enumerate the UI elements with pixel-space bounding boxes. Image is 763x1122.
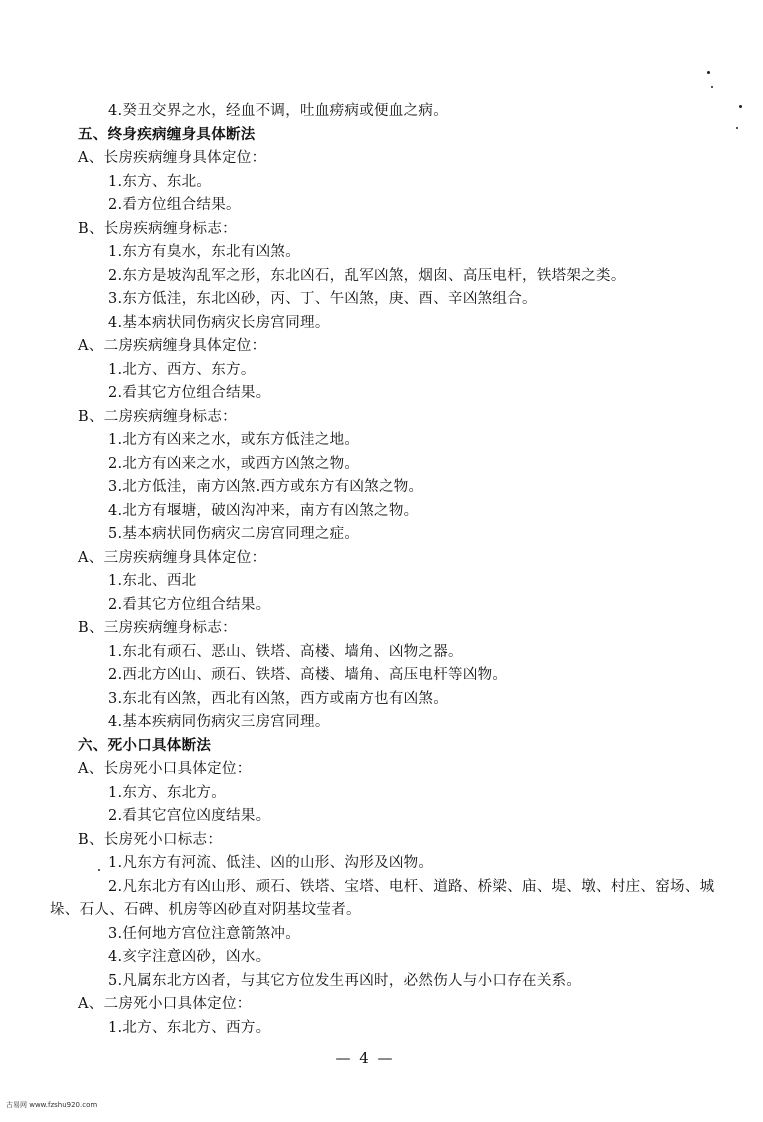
text-line: 2.凡东北方有凶山形、顽石、铁塔、宝塔、电杆、道路、桥梁、庙、堤、墩、村庄、窑场、城 [108, 879, 715, 895]
text-line: 3.东北有凶煞，西北有凶煞，西方或南方也有凶煞。 [108, 691, 449, 707]
subsection-label: A、二房死小口具体定位： [78, 996, 252, 1012]
text-line: 1.东方有臭水，东北有凶煞。 [108, 244, 301, 260]
text-line: 2.东方是坡沟乱军之形，东北凶石，乱军凶煞，烟囱、高压电杆，铁塔架之类。 [108, 268, 626, 284]
section-heading: 六、死小口具体断法 [78, 737, 212, 754]
text-line: 垛、石人、石碑、机房等凶砂直对阴基坟莹者。 [50, 902, 361, 918]
text-line: 5.基本病状同伤病灾二房宫同理之症。 [108, 526, 360, 542]
scan-speck [739, 105, 742, 108]
text-line: 1.北方、西方、东方。 [108, 362, 256, 378]
text-line: 1.东北、西北 [108, 573, 197, 589]
text-line: 1.东方、东北方。 [108, 785, 227, 801]
scan-speck [707, 71, 710, 74]
scan-speck [98, 869, 100, 871]
text-line: 1.东方、东北。 [108, 174, 212, 190]
section-heading: 五、终身疾病缠身具体断法 [78, 126, 256, 143]
text-line: 3.任何地方宫位注意箭煞冲。 [108, 926, 301, 942]
scan-speck [711, 86, 713, 88]
text-line: 2.看其它宫位凶度结果。 [108, 808, 271, 824]
subsection-label: A、长房死小口具体定位： [78, 761, 252, 777]
text-line: 5.凡属东北方凶者，与其它方位发生再凶时，必然伤人与小口存在关系。 [108, 973, 582, 989]
subsection-label: B、二房疾病缠身标志： [78, 409, 237, 425]
text-line: 1.北方、东北方、西方。 [108, 1020, 271, 1036]
text-line: 3.北方低洼，南方凶煞.西方或东方有凶煞之物。 [108, 479, 424, 495]
text-line: 2.看方位组合结果。 [108, 197, 241, 213]
text-line: 1.东北有顽石、恶山、铁塔、高楼、墙角、凶物之器。 [108, 644, 463, 660]
page-number: — 4 — [335, 1049, 395, 1067]
text-line: 2.西北方凶山、顽石、铁塔、高楼、墙角、高压电杆等凶物。 [108, 667, 508, 683]
text-line: 4.北方有堰塘，破凶沟冲来，南方有凶煞之物。 [108, 503, 419, 519]
text-line: 2.看其它方位组合结果。 [108, 385, 271, 401]
subsection-label: B、长房疾病缠身标志： [78, 221, 237, 237]
subsection-label: A、三房疾病缠身具体定位： [78, 550, 267, 566]
subsection-label: A、二房疾病缠身具体定位： [78, 338, 267, 354]
text-line: 3.东方低洼，东北凶砂，丙、丁、午凶煞，庚、酉、辛凶煞组合。 [108, 291, 537, 307]
text-line: 1.北方有凶来之水，或东方低洼之地。 [108, 432, 360, 448]
text-line: 2.看其它方位组合结果。 [108, 597, 271, 613]
subsection-label: B、三房疾病缠身标志： [78, 620, 237, 636]
subsection-label: A、长房疾病缠身具体定位： [78, 150, 267, 166]
text-line: 2.北方有凶来之水，或西方凶煞之物。 [108, 456, 360, 472]
scan-speck [736, 127, 738, 129]
text-line: 4.亥字注意凶砂，凶水。 [108, 949, 271, 965]
text-line: 4.基本疾病同伤病灾三房宫同理。 [108, 714, 330, 730]
subsection-label: B、长房死小口标志： [78, 832, 223, 848]
text-line: 4.癸丑交界之水，经血不调，吐血痨病或便血之病。 [108, 103, 449, 119]
site-watermark: 古易网 www.fzshu920.com [6, 1101, 98, 1109]
text-line: 4.基本病状同伤病灾长房宫同理。 [108, 315, 330, 331]
text-line: 1.凡东方有河流、低洼、凶的山形、沟形及凶物。 [108, 855, 434, 871]
